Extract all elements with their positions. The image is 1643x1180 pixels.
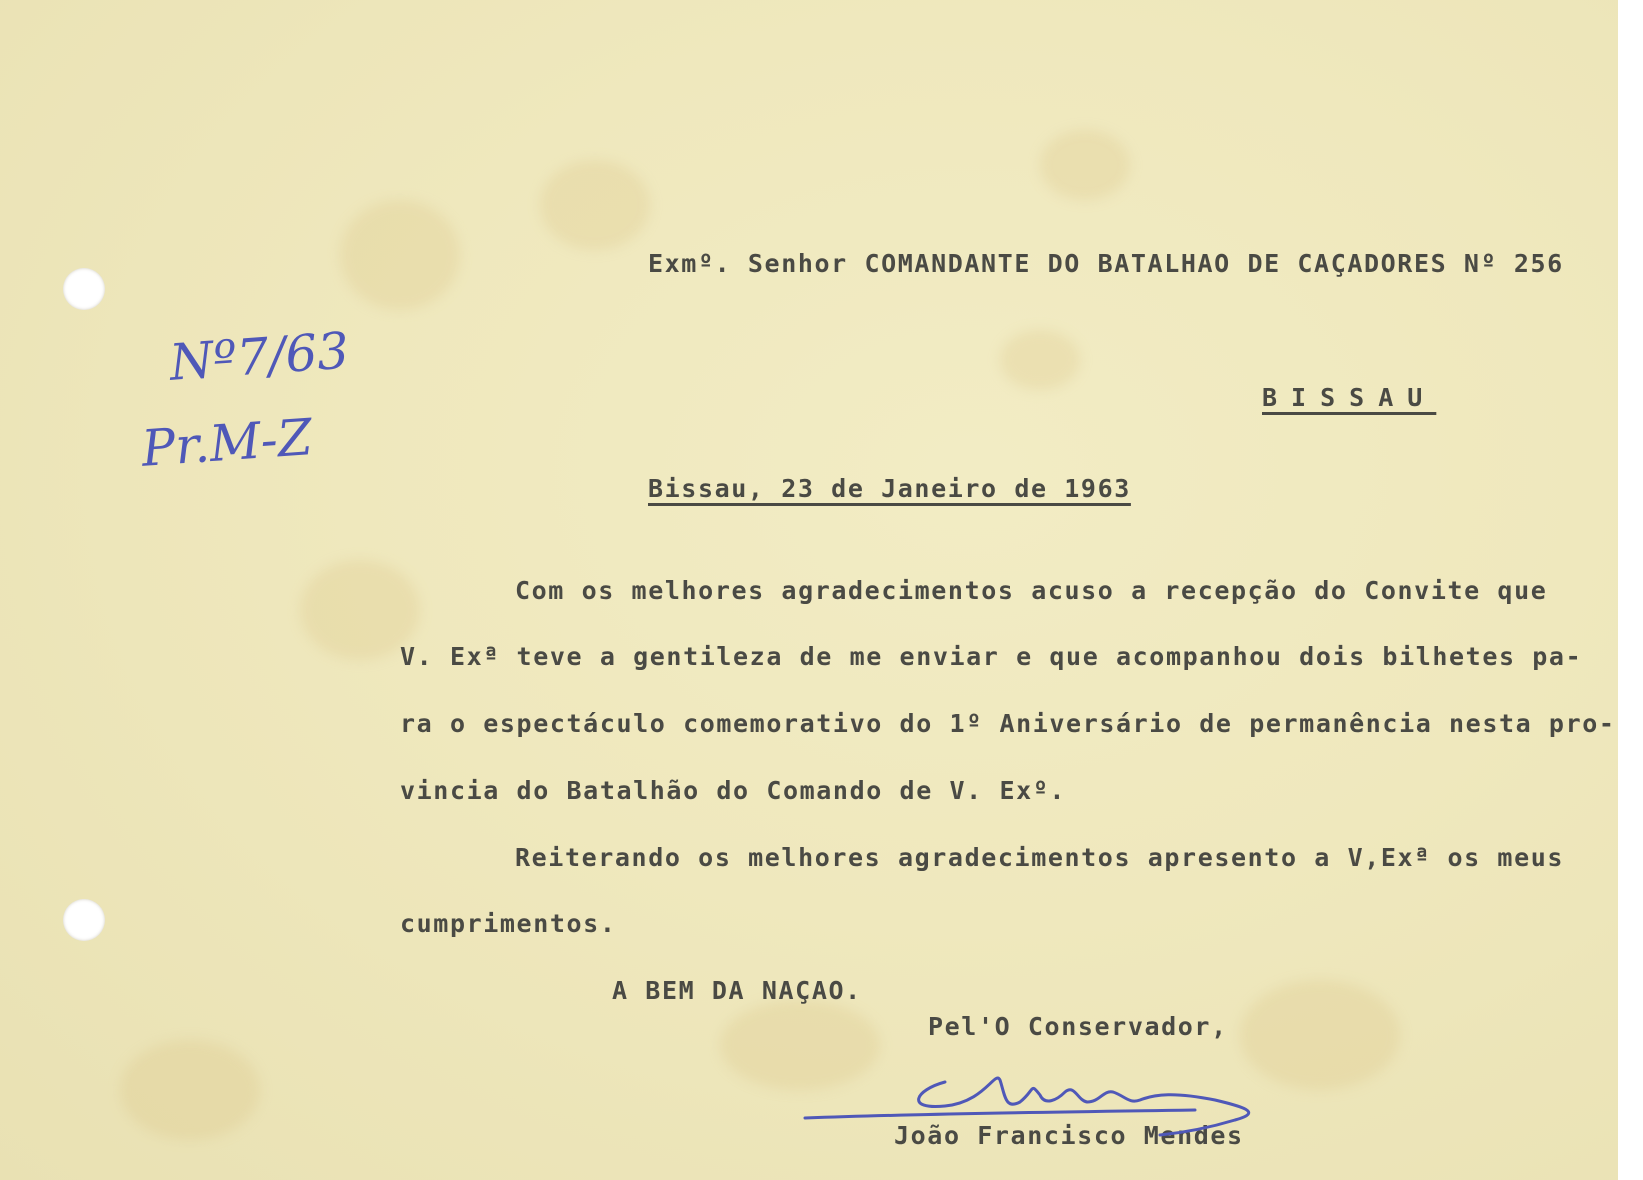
body-line: Reiterando os melhores agradecimentos apresento a V,Exª os meus [515,843,1565,872]
stain [340,200,460,310]
signatory-name: João Francisco Mendes [894,1121,1244,1150]
body-line: ra o espectáculo comemorativo do 1º Aniversário de permanência nesta pro- [400,709,1616,738]
body-line: V. Exª teve a gentileza de me enviar e que acompanhou dois bilhetes pa- [400,642,1583,671]
signature-title: Pel'O Conservador, [928,1012,1228,1041]
handwritten-signature [795,1040,1275,1140]
stain [540,160,650,250]
body-line: vincia do Batalhão do Comando de V. Exº. [400,776,1067,805]
punch-hole-bottom [63,899,105,941]
punch-hole-top [63,268,105,310]
stain [1040,130,1130,200]
handwritten-reference-number: Nº7/63 [167,321,351,392]
stain [120,1040,260,1140]
addressee-line: Exmº. Senhor COMANDANTE DO BATALHAO DE CAÇADORES Nº 256 [648,249,1564,278]
body-line: Com os melhores agradecimentos acuso a recepção do Convite que [515,576,1548,605]
scan-edge [1618,0,1643,1180]
city-heading: BISSAU [1262,383,1437,412]
handwritten-reference-code: Pr.M-Z [139,408,315,478]
closing-line: A BEM DA NAÇAO. [612,976,862,1005]
body-line: cumprimentos. [400,909,617,938]
date-line: Bissau, 23 de Janeiro de 1963 [648,474,1131,503]
stain [1000,330,1080,390]
